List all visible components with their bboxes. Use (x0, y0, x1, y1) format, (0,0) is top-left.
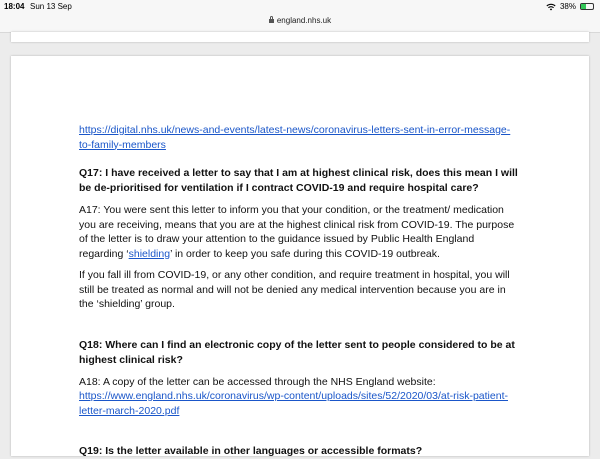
address-bar[interactable] (0, 14, 600, 33)
answer-17-paragraph-1 (79, 203, 521, 261)
wifi-icon (546, 3, 556, 11)
address-url: england.nhs.uk (276, 16, 332, 25)
family-members-link[interactable]: https://digital.nhs.uk/news-and-events/latest-news/coronavirus-letters-sent-in-error-message-to-family-members (79, 124, 511, 151)
status-time: 18:04 (4, 2, 25, 11)
previous-page (11, 32, 589, 42)
battery-icon (580, 3, 594, 10)
battery-percent: 38% (559, 2, 576, 11)
question-17: Q17: I have received a letter to say that I am at highest clinical risk, does this mean I will be de-prioritised for ventilation if I contract COVID-19 and require hospital care? (79, 167, 518, 194)
status-date: Sun 13 Sep (30, 2, 72, 11)
status-right (546, 2, 594, 11)
answer-18-text: A18: A copy of the letter can be accessed through the NHS England website: (79, 375, 436, 388)
answer-17-text-before: A17: You were sent this letter to inform you that your condition, or the treatment/ medication you are receiving, means that you are at the highest clinical risk from COVID-19. The purpose of the letter is to draw your attention to the guidance issued by Public Health England regarding ‘ (79, 204, 515, 260)
question-19: Q19: Is the letter available in other languages or accessible formats? (79, 445, 423, 457)
letter-pdf-link[interactable]: https://www.england.nhs.uk/coronavirus/wp-content/uploads/sites/52/2020/03/at-risk-patient-letter-march-2020.pdf (79, 390, 508, 417)
question-18: Q18: Where can I find an electronic copy of the letter sent to people considered to be at highest clinical risk? (79, 338, 515, 366)
shielding-link[interactable]: shielding (128, 247, 171, 260)
document-content (79, 123, 521, 459)
answer-17-text-after: ’ in order to keep you safe during this COVID-19 outbreak. (170, 247, 440, 260)
lock-icon (269, 19, 274, 23)
answer-17-paragraph-2: If you fall ill from COVID-19, or any other condition, and require treatment in hospital, you will still be treated as normal and will not be denied any medical intervention because you are in the ‘shielding’ group. (79, 269, 510, 310)
status-bar (0, 0, 600, 14)
battery-fill (581, 4, 586, 9)
